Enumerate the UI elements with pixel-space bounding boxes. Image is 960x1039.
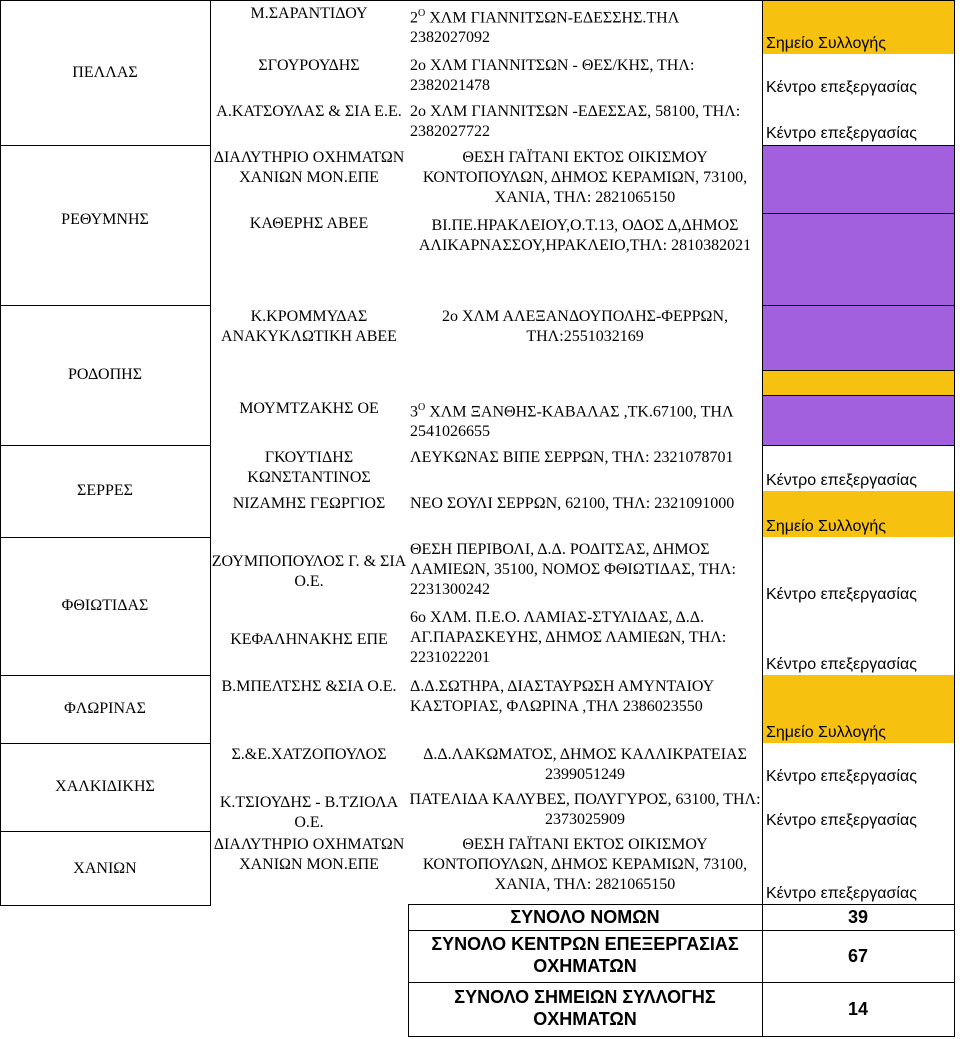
company-name: ΚΕΦΑΛΗΝΑΚΗΣ ΕΠΕ [230, 631, 388, 648]
address-text: 2 [410, 9, 418, 27]
type-cell [762, 145, 954, 213]
company-name: Α.ΚΑΤΣΟΥΛΑΣ & ΣΙΑ Ε.Ε. [216, 103, 402, 120]
table-border [0, 305, 210, 306]
company-name: ΔΙΑΛΥΤΗΡΙΟ ΟΧΗΜΑΤΩΝ ΧΑΝΙΩΝ ΜΟΝ.ΕΠΕ [213, 836, 405, 873]
prefecture-chanion: ΧΑΝΙΩΝ [73, 859, 137, 877]
table-border [0, 905, 210, 906]
type-cell [762, 787, 954, 831]
table-border [762, 370, 955, 371]
type-cell [762, 213, 954, 305]
type-label: Κέντρο επεξεργασίας [766, 79, 917, 96]
company-address: ΘΕΣΗ ΓΑΪΤΑΝΙ ΕΚΤΟΣ ΟΙΚΙΣΜΟΥ ΚΟΝΤΟΠΟΥΛΩΝ, ΔΗΜΟΣ ΚΕΡΑΜΙΩΝ, 73100, ΧΑΝΙΑ, ΤΗΛ: 2821065150 [422, 836, 748, 893]
table-border [408, 904, 409, 1037]
company-name: ΓΚΟΥΤΙΔΗΣ ΚΩΝΣΤΑΝΤΙΝΟΣ [247, 449, 371, 486]
company-name: Κ.ΚΡΟΜΜΥΔΑΣ ΑΝΑΚΥΚΛΩΤΙΚΗ ΑΒΕΕ [221, 308, 397, 345]
table-border [0, 145, 210, 146]
company-name: Μ.ΣΑΡΑΝΤΙΔΟΥ [250, 5, 368, 22]
company-name: ΝΙΖΑΜΗΣ ΓΕΩΡΓΙΟΣ [232, 495, 386, 512]
company-name: Κ.ΤΣΙΟΥΔΗΣ - Β.ΤΖΙΟΛΑ Ο.Ε. [219, 794, 399, 831]
address-text: ΧΛΜ ΓΙΑΝΝΙΤΣΩΝ-ΕΔΕΣΣΗΣ.ΤΗΛ 2382027092 [410, 9, 679, 47]
table-border [0, 743, 210, 744]
table-border [762, 445, 955, 446]
type-label: Σημείο Συλλογής [766, 724, 886, 741]
address-superscript: Ο [418, 402, 426, 413]
address-superscript: Ο [418, 8, 426, 19]
company-name: ΜΟΥΜΤΖΑΚΗΣ ΟΕ [239, 400, 379, 417]
company-address: 2ο ΧΛΜ ΓΙΑΝΝΙΤΣΩΝ - ΘΕΣ/ΚΗΣ, ΤΗΛ: 2382021478 [410, 57, 695, 94]
company-name: ΣΓΟΥΡΟΥΔΗΣ [258, 57, 360, 74]
table-border [0, 675, 210, 676]
type-cell [762, 831, 954, 904]
summary-collection-label: ΣΥΝΟΛΟ ΣΗΜΕΙΩΝ ΣΥΛΛΟΓΗΣ ΟΧΗΜΑΤΩΝ [454, 987, 716, 1029]
type-label: Κέντρο επεξεργασίας [766, 812, 917, 829]
company-address: 2ο ΧΛΜ ΑΛΕΞΑΝΔΟΥΠΟΛΗΣ-ΦΕΡΡΩΝ, ΤΗΛ:2551032169 [442, 308, 728, 345]
company-address: ΝΕΟ ΣΟΥΛΙ ΣΕΡΡΩΝ, 62100, ΤΗΛ: 2321091000 [410, 495, 735, 512]
table-border [408, 930, 955, 931]
table-border [0, 831, 210, 832]
table-border [762, 0, 763, 1037]
type-cell [762, 54, 954, 98]
company-name: Β.ΜΠΕΛΤΣΗΣ &ΣΙΑ Ο.Ε. [221, 678, 397, 695]
table-border [0, 445, 210, 446]
company-name: ΔΙΑΛΥΤΗΡΙΟ ΟΧΗΜΑΤΩΝ ΧΑΝΙΩΝ ΜΟΝ.ΕΠΕ [213, 149, 405, 186]
table-border [408, 1036, 955, 1037]
type-cell [762, 0, 954, 54]
company-address: Δ.Δ.ΛΑΚΩΜΑΤΟΣ, ΔΗΜΟΣ ΚΑΛΛΙΚΡΑΤΕΙΑΣ 2399051249 [423, 746, 747, 783]
type-cell [762, 445, 954, 491]
company-name: ΖΟΥΜΠΟΠΟΥΛΟΣ Γ. & ΣΙΑ Ο.Ε. [211, 553, 407, 590]
type-cell [762, 98, 954, 144]
company-address [408, 398, 762, 442]
table-border [0, 537, 210, 538]
type-label: Σημείο Συλλογής [766, 35, 886, 52]
company-address: ΘΕΣΗ ΠΕΡΙΒΟΛΙ, Δ.Δ. ΡΟΔΙΤΣΑΣ, ΔΗΜΟΣ ΛΑΜΙΕΩΝ, 35100, ΝΟΜΟΣ ΦΘΙΩΤΙΔΑΣ, ΤΗΛ: 2231300242 [410, 541, 736, 598]
company-address: ΛΕΥΚΩΝΑΣ ΒΙΠΕ ΣΕΡΡΩΝ, ΤΗΛ: 2321078701 [410, 449, 734, 466]
address-text: 3 [410, 403, 418, 421]
table-border [408, 982, 955, 983]
table-border [762, 305, 955, 306]
type-label: Σημείο Συλλογής [766, 518, 886, 535]
company-address: ΒΙ.ΠΕ.ΗΡΑΚΛΕΙΟΥ,Ο.Τ.13, ΟΔΟΣ Δ,ΔΗΜΟΣ ΑΛΙΚΑΡΝΑΣΣΟΥ,ΗΡΑΚΛΕΙΟ,ΤΗΛ: 2810382021 [418, 217, 752, 254]
summary-processing-label: ΣΥΝΟΛΟ ΚΕΝΤΡΩΝ ΕΠΕΞΕΡΓΑΣΙΑΣ ΟΧΗΜΑΤΩΝ [431, 934, 739, 976]
type-cell [762, 605, 954, 675]
company-address: ΘΕΣΗ ΓΑΪΤΑΝΙ ΕΚΤΟΣ ΟΙΚΙΣΜΟΥ ΚΟΝΤΟΠΟΥΛΩΝ, ΔΗΜΟΣ ΚΕΡΑΜΙΩΝ, 73100, ΧΑΝΙΑ, ΤΗΛ: 2821065150 [422, 149, 748, 206]
type-cell-empty [762, 371, 954, 395]
prefecture-rodopis: ΡΟΔΟΠΗΣ [67, 366, 143, 383]
summary-processing-value: 67 [847, 945, 869, 966]
type-label: Κέντρο επεξεργασίας [766, 885, 917, 902]
type-cell [762, 537, 954, 605]
company-address: 6ο ΧΛΜ. Π.Ε.Ο. ΛΑΜΙΑΣ-ΣΤΥΛΙΔΑΣ, Δ.Δ. ΑΓ.ΠΑΡΑΣΚΕΥΗΣ, ΔΗΜΟΣ ΛΑΜΙΕΩΝ, ΤΗΛ: 2231022201 [410, 609, 727, 666]
summary-prefectures-value: 39 [847, 906, 869, 927]
table-border [762, 145, 955, 146]
company-address: 2ο ΧΛΜ ΓΙΑΝΝΙΤΣΩΝ -ΕΔΕΣΣΑΣ, 58100, ΤΗΛ: 2382027722 [410, 103, 741, 140]
summary-collection-value: 14 [847, 999, 869, 1019]
table-border [0, 0, 955, 1]
type-label: Κέντρο επεξεργασίας [766, 586, 917, 603]
table-border [954, 0, 955, 1037]
company-address [408, 4, 762, 52]
table-border [762, 395, 955, 396]
company-name: Σ.&Ε.ΧΑΤΖΟΠΟΥΛΟΣ [231, 746, 387, 763]
type-label: Κέντρο επεξεργασίας [766, 125, 917, 142]
type-cell [762, 743, 954, 787]
type-cell [762, 305, 954, 370]
company-address: ΠΑΤΕΛΙΔΑ ΚΑΛΥΒΕΣ, ΠΟΛΥΓΥΡΟΣ, 63100, ΤΗΛ: 2373025909 [409, 791, 761, 828]
table-border [408, 904, 955, 905]
company-address: Δ.Δ.ΣΩΤΗΡΑ, ΔΙΑΣΤΑΥΡΩΣΗ ΑΜΥΝΤΑΙΟΥ ΚΑΣΤΟΡΙΑΣ, ΦΛΩΡΙΝΑ ,ΤΗΛ 2386023550 [410, 678, 714, 715]
prefecture-serres: ΣΕΡΡΕΣ [77, 482, 133, 499]
summary-prefectures-label: ΣΥΝΟΛΟ ΝΟΜΩΝ [510, 907, 660, 927]
prefecture-pellas: ΠΕΛΛΑΣ [72, 63, 138, 81]
table-border [210, 0, 211, 906]
type-cell [762, 675, 954, 743]
prefecture-florinas: ΦΛΩΡΙΝΑΣ [64, 700, 146, 717]
type-label: Κέντρο επεξεργασίας [766, 768, 917, 785]
prefecture-fthiotidas: ΦΘΙΩΤΙΔΑΣ [61, 597, 149, 614]
type-label: Κέντρο επεξεργασίας [766, 472, 917, 489]
prefecture-chalkidikis: ΧΑΛΚΙΔΙΚΗΣ [55, 778, 155, 795]
type-label: Κέντρο επεξεργασίας [766, 656, 917, 673]
company-name: ΚΑΘΕΡΗΣ ΑΒΕΕ [249, 215, 369, 232]
type-cell [762, 395, 954, 445]
prefecture-rethymnis: ΡΕΘΥΜΝΗΣ [61, 211, 149, 228]
table-border [762, 213, 955, 214]
type-cell [762, 491, 954, 537]
address-text: ΧΛΜ ΞΑΝΘΗΣ-ΚΑΒΑΛΑΣ ,ΤΚ.67100, ΤΗΛ 2541026655 [410, 403, 734, 441]
table-border [0, 0, 1, 906]
